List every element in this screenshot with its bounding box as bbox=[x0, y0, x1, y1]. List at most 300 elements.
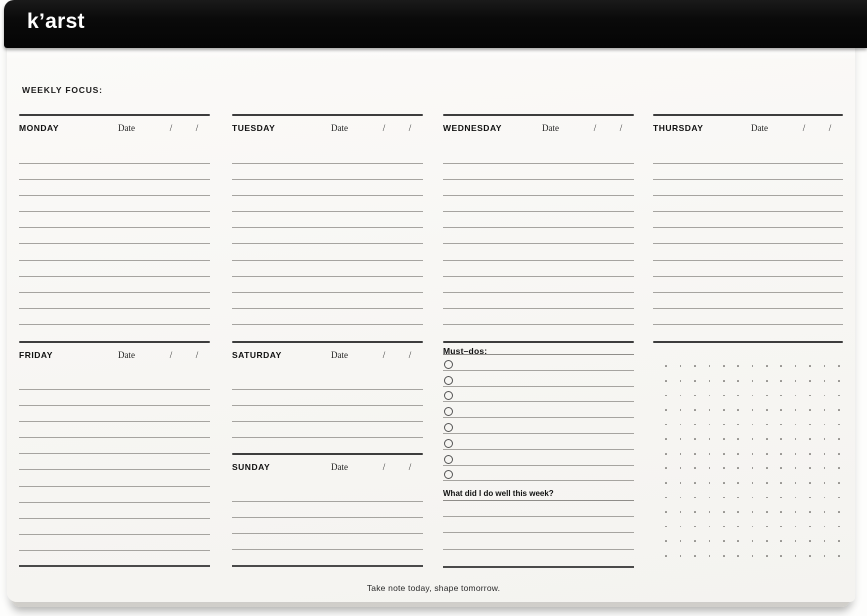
date-slash: / bbox=[382, 123, 386, 133]
ruled-line bbox=[19, 518, 210, 519]
ruled-line bbox=[232, 227, 423, 228]
grid-dot bbox=[665, 540, 667, 542]
brand-logo: k’arst bbox=[27, 10, 85, 33]
ruled-line bbox=[443, 243, 634, 244]
grid-dot bbox=[737, 555, 739, 557]
grid-dot bbox=[694, 555, 696, 557]
grid-dot bbox=[824, 365, 826, 367]
grid-dot bbox=[766, 511, 768, 513]
grid-dot bbox=[780, 395, 782, 397]
grid-dot bbox=[809, 540, 811, 542]
grid-dot bbox=[838, 526, 840, 528]
grid-dot bbox=[680, 540, 682, 542]
grid-dot bbox=[709, 526, 711, 528]
grid-dot bbox=[795, 380, 797, 382]
grid-dot bbox=[838, 380, 840, 382]
grid-dot bbox=[694, 409, 696, 411]
grid-dot bbox=[824, 540, 826, 542]
mustdo-row bbox=[443, 466, 634, 482]
grid-dot bbox=[838, 395, 840, 397]
grid-dot bbox=[752, 438, 754, 440]
ruled-line bbox=[232, 211, 423, 212]
ruled-line bbox=[443, 292, 634, 293]
section-bottom-rule bbox=[19, 565, 210, 567]
mustdo-row bbox=[443, 402, 634, 418]
checkbox-circle-icon bbox=[444, 423, 453, 432]
grid-dot bbox=[680, 482, 682, 484]
grid-dot bbox=[694, 540, 696, 542]
reflection-lines bbox=[443, 501, 634, 549]
sunday-section bbox=[232, 453, 423, 567]
grid-dot bbox=[824, 438, 826, 440]
ruled-line bbox=[19, 421, 210, 422]
ruled-line bbox=[19, 534, 210, 535]
mustdo-row bbox=[443, 371, 634, 387]
date-slash: / bbox=[382, 462, 386, 472]
ruled-line bbox=[653, 260, 843, 261]
grid-dot bbox=[824, 511, 826, 513]
grid-dot bbox=[694, 395, 696, 397]
grid-dot bbox=[709, 365, 711, 367]
grid-dot bbox=[780, 467, 782, 469]
grid-dot bbox=[665, 467, 667, 469]
mustdos-label: Must–dos: bbox=[443, 343, 634, 355]
section-bottom-rule bbox=[443, 566, 634, 568]
grid-dot bbox=[680, 365, 682, 367]
grid-dot bbox=[780, 438, 782, 440]
date-slash: / bbox=[382, 350, 386, 360]
date-slash: / bbox=[169, 123, 173, 133]
ruled-line bbox=[19, 502, 210, 503]
ruled-lines bbox=[232, 389, 423, 453]
ruled-line bbox=[19, 405, 210, 406]
ruled-line bbox=[653, 324, 843, 325]
ruled-line bbox=[443, 195, 634, 196]
grid-dot bbox=[709, 497, 711, 499]
ruled-line bbox=[19, 469, 210, 470]
weekly-focus-label: WEEKLY FOCUS: bbox=[22, 85, 103, 95]
grid-dot bbox=[723, 395, 725, 397]
grid-dot bbox=[809, 380, 811, 382]
ruled-line bbox=[232, 421, 423, 422]
grid-dot bbox=[809, 424, 811, 426]
grid-dot bbox=[766, 438, 768, 440]
grid-dot bbox=[838, 424, 840, 426]
grid-dot bbox=[780, 380, 782, 382]
grid-dot bbox=[752, 482, 754, 484]
grid-dot bbox=[723, 526, 725, 528]
footer-tagline: Take note today, shape tomorrow. bbox=[366, 583, 501, 593]
grid-dot bbox=[766, 453, 768, 455]
ruled-line bbox=[443, 260, 634, 261]
grid-dot bbox=[838, 540, 840, 542]
grid-dot bbox=[752, 409, 754, 411]
header-bar bbox=[4, 0, 867, 48]
ruled-line bbox=[232, 517, 423, 518]
ruled-line bbox=[232, 437, 423, 438]
grid-dot bbox=[809, 365, 811, 367]
grid-dot bbox=[680, 409, 682, 411]
ruled-line bbox=[19, 292, 210, 293]
grid-dot bbox=[665, 424, 667, 426]
monday-section bbox=[19, 114, 210, 341]
date-slash: / bbox=[408, 123, 412, 133]
grid-dot bbox=[766, 395, 768, 397]
grid-dot bbox=[752, 380, 754, 382]
grid-dot bbox=[795, 409, 797, 411]
grid-dot bbox=[737, 438, 739, 440]
day-label-tuesday: TUESDAY bbox=[232, 123, 276, 133]
day-label-sunday: SUNDAY bbox=[232, 462, 271, 472]
ruled-line bbox=[443, 276, 634, 277]
ruled-line bbox=[19, 486, 210, 487]
date-label: Date bbox=[331, 462, 348, 472]
grid-dot bbox=[809, 467, 811, 469]
grid-dot bbox=[824, 424, 826, 426]
grid-dot bbox=[766, 555, 768, 557]
grid-dot bbox=[780, 555, 782, 557]
grid-dot bbox=[680, 555, 682, 557]
grid-dot bbox=[780, 526, 782, 528]
grid-dot bbox=[723, 438, 725, 440]
grid-dot bbox=[709, 409, 711, 411]
grid-dot bbox=[752, 555, 754, 557]
ruled-line bbox=[232, 308, 423, 309]
dot-grid bbox=[659, 359, 846, 563]
mustdo-row bbox=[443, 434, 634, 450]
grid-dot bbox=[737, 497, 739, 499]
mustdo-row bbox=[443, 450, 634, 466]
ruled-line bbox=[443, 324, 634, 325]
date-label: Date bbox=[118, 350, 135, 360]
mustdo-row bbox=[443, 418, 634, 434]
grid-dot bbox=[665, 395, 667, 397]
date-slash: / bbox=[802, 123, 806, 133]
mustdos-list bbox=[443, 355, 634, 481]
ruled-line bbox=[443, 163, 634, 164]
ruled-line bbox=[232, 292, 423, 293]
ruled-line bbox=[19, 243, 210, 244]
ruled-line bbox=[19, 389, 210, 390]
date-slash: / bbox=[593, 123, 597, 133]
grid-dot bbox=[665, 555, 667, 557]
checkbox-circle-icon bbox=[444, 407, 453, 416]
tuesday-section bbox=[232, 114, 423, 341]
mustdo-row bbox=[443, 355, 634, 371]
ruled-line bbox=[19, 260, 210, 261]
grid-dot bbox=[766, 482, 768, 484]
grid-dot bbox=[709, 540, 711, 542]
checkbox-circle-icon bbox=[444, 455, 453, 464]
grid-dot bbox=[709, 424, 711, 426]
grid-dot bbox=[694, 380, 696, 382]
grid-dot bbox=[795, 365, 797, 367]
grid-dot bbox=[694, 526, 696, 528]
grid-dot bbox=[795, 395, 797, 397]
day-label-saturday: SATURDAY bbox=[232, 350, 282, 360]
grid-dot bbox=[795, 526, 797, 528]
grid-dot bbox=[665, 526, 667, 528]
grid-dot bbox=[723, 453, 725, 455]
grid-dot bbox=[709, 453, 711, 455]
grid-dot bbox=[737, 482, 739, 484]
grid-dot bbox=[723, 555, 725, 557]
ruled-lines bbox=[19, 389, 210, 566]
grid-dot bbox=[766, 526, 768, 528]
grid-dot bbox=[780, 497, 782, 499]
friday-section bbox=[19, 341, 210, 567]
date-slash: / bbox=[195, 123, 199, 133]
ruled-line bbox=[232, 549, 423, 550]
date-slash: / bbox=[169, 350, 173, 360]
ruled-line bbox=[19, 324, 210, 325]
grid-dot bbox=[665, 497, 667, 499]
grid-dot bbox=[737, 526, 739, 528]
ruled-line bbox=[232, 324, 423, 325]
grid-dot bbox=[809, 395, 811, 397]
grid-dot bbox=[737, 395, 739, 397]
grid-dot bbox=[795, 540, 797, 542]
grid-dot bbox=[766, 467, 768, 469]
ruled-line bbox=[443, 532, 634, 533]
checkbox-circle-icon bbox=[444, 376, 453, 385]
grid-dot bbox=[665, 365, 667, 367]
grid-dot bbox=[824, 555, 826, 557]
grid-dot bbox=[838, 453, 840, 455]
grid-dot bbox=[737, 380, 739, 382]
grid-dot bbox=[824, 453, 826, 455]
grid-dot bbox=[694, 365, 696, 367]
grid-dot bbox=[809, 409, 811, 411]
grid-dot bbox=[680, 395, 682, 397]
grid-dot bbox=[709, 555, 711, 557]
grid-dot bbox=[723, 497, 725, 499]
grid-dot bbox=[737, 365, 739, 367]
grid-dot bbox=[680, 380, 682, 382]
date-slash: / bbox=[619, 123, 623, 133]
grid-dot bbox=[709, 467, 711, 469]
grid-dot bbox=[795, 424, 797, 426]
ruled-lines bbox=[232, 163, 423, 340]
ruled-line bbox=[19, 453, 210, 454]
ruled-line bbox=[232, 533, 423, 534]
grid-dot bbox=[737, 540, 739, 542]
ruled-line bbox=[653, 179, 843, 180]
grid-dot bbox=[723, 511, 725, 513]
section-top-rule bbox=[653, 341, 843, 343]
grid-dot bbox=[838, 365, 840, 367]
grid-dot bbox=[795, 438, 797, 440]
grid-dot bbox=[824, 380, 826, 382]
ruled-lines bbox=[232, 501, 423, 565]
ruled-line bbox=[232, 179, 423, 180]
grid-dot bbox=[752, 467, 754, 469]
grid-dot bbox=[809, 555, 811, 557]
grid-dot bbox=[723, 409, 725, 411]
day-label-wednesday: WEDNESDAY bbox=[443, 123, 502, 133]
ruled-lines bbox=[653, 163, 843, 340]
grid-dot bbox=[723, 424, 725, 426]
grid-dot bbox=[694, 438, 696, 440]
date-label: Date bbox=[542, 123, 559, 133]
grid-dot bbox=[737, 511, 739, 513]
grid-dot bbox=[838, 482, 840, 484]
wednesday-section bbox=[443, 114, 634, 341]
checkbox-circle-icon bbox=[444, 470, 453, 479]
checkbox-circle-icon bbox=[444, 360, 453, 369]
ruled-line bbox=[232, 260, 423, 261]
day-label-monday: MONDAY bbox=[19, 123, 59, 133]
grid-dot bbox=[780, 365, 782, 367]
grid-dot bbox=[709, 380, 711, 382]
ruled-lines bbox=[443, 163, 634, 340]
grid-dot bbox=[780, 424, 782, 426]
grid-dot bbox=[665, 380, 667, 382]
grid-dot bbox=[680, 526, 682, 528]
ruled-line bbox=[19, 308, 210, 309]
grid-dot bbox=[780, 453, 782, 455]
ruled-line bbox=[232, 195, 423, 196]
grid-dot bbox=[694, 497, 696, 499]
grid-dot bbox=[766, 497, 768, 499]
ruled-lines bbox=[19, 163, 210, 340]
saturday-section bbox=[232, 341, 423, 453]
grid-dot bbox=[809, 511, 811, 513]
grid-dot bbox=[723, 540, 725, 542]
grid-dot bbox=[795, 482, 797, 484]
mustdo-row bbox=[443, 387, 634, 403]
grid-dot bbox=[737, 424, 739, 426]
ruled-line bbox=[653, 276, 843, 277]
grid-dot bbox=[795, 453, 797, 455]
grid-dot bbox=[752, 526, 754, 528]
ruled-line bbox=[232, 389, 423, 390]
ruled-line bbox=[653, 227, 843, 228]
ruled-line bbox=[653, 163, 843, 164]
grid-dot bbox=[752, 497, 754, 499]
grid-dot bbox=[665, 511, 667, 513]
grid-dot bbox=[809, 482, 811, 484]
grid-dot bbox=[824, 395, 826, 397]
grid-dot bbox=[723, 365, 725, 367]
date-label: Date bbox=[331, 350, 348, 360]
grid-dot bbox=[809, 497, 811, 499]
grid-dot bbox=[809, 453, 811, 455]
grid-dot bbox=[838, 467, 840, 469]
grid-dot bbox=[680, 511, 682, 513]
checkbox-circle-icon bbox=[444, 439, 453, 448]
grid-dot bbox=[780, 540, 782, 542]
grid-dot bbox=[709, 395, 711, 397]
ruled-line bbox=[19, 227, 210, 228]
ruled-line bbox=[653, 292, 843, 293]
grid-dot bbox=[752, 395, 754, 397]
grid-dot bbox=[824, 482, 826, 484]
grid-dot bbox=[709, 438, 711, 440]
grid-dot bbox=[723, 482, 725, 484]
grid-dot bbox=[665, 482, 667, 484]
grid-dot bbox=[737, 453, 739, 455]
thursday-section bbox=[653, 114, 843, 341]
grid-dot bbox=[694, 482, 696, 484]
grid-dot bbox=[838, 555, 840, 557]
grid-dot bbox=[665, 409, 667, 411]
ruled-line bbox=[232, 243, 423, 244]
grid-dot bbox=[665, 453, 667, 455]
checkbox-circle-icon bbox=[444, 391, 453, 400]
grid-dot bbox=[824, 497, 826, 499]
grid-dot bbox=[694, 453, 696, 455]
ruled-line bbox=[443, 549, 634, 550]
grid-dot bbox=[752, 365, 754, 367]
mustdos-section bbox=[443, 341, 634, 567]
ruled-line bbox=[443, 516, 634, 517]
grid-dot bbox=[838, 438, 840, 440]
ruled-line bbox=[653, 195, 843, 196]
grid-dot bbox=[737, 409, 739, 411]
ruled-line bbox=[232, 276, 423, 277]
ruled-line bbox=[19, 550, 210, 551]
grid-dot bbox=[838, 409, 840, 411]
ruled-line bbox=[19, 163, 210, 164]
ruled-line bbox=[653, 211, 843, 212]
grid-dot bbox=[680, 424, 682, 426]
grid-dot bbox=[752, 511, 754, 513]
grid-dot bbox=[680, 453, 682, 455]
grid-dot bbox=[780, 511, 782, 513]
grid-dot bbox=[824, 526, 826, 528]
grid-dot bbox=[809, 526, 811, 528]
grid-dot bbox=[680, 497, 682, 499]
grid-dot bbox=[752, 453, 754, 455]
grid-dot bbox=[795, 467, 797, 469]
grid-dot bbox=[694, 511, 696, 513]
grid-dot bbox=[824, 467, 826, 469]
date-slash: / bbox=[195, 350, 199, 360]
ruled-line bbox=[443, 179, 634, 180]
grid-dot bbox=[795, 497, 797, 499]
ruled-line bbox=[19, 211, 210, 212]
grid-dot bbox=[766, 365, 768, 367]
ruled-line bbox=[232, 501, 423, 502]
ruled-line bbox=[443, 211, 634, 212]
grid-dot bbox=[737, 467, 739, 469]
grid-dot bbox=[694, 424, 696, 426]
date-slash: / bbox=[408, 462, 412, 472]
grid-dot bbox=[766, 409, 768, 411]
grid-dot bbox=[665, 438, 667, 440]
grid-dot bbox=[709, 511, 711, 513]
grid-dot bbox=[838, 511, 840, 513]
grid-dot bbox=[752, 540, 754, 542]
ruled-line bbox=[653, 243, 843, 244]
grid-dot bbox=[766, 380, 768, 382]
grid-dot bbox=[795, 555, 797, 557]
ruled-line bbox=[232, 163, 423, 164]
date-slash: / bbox=[828, 123, 832, 133]
grid-dot bbox=[723, 380, 725, 382]
grid-dot bbox=[780, 482, 782, 484]
date-label: Date bbox=[751, 123, 768, 133]
day-label-friday: FRIDAY bbox=[19, 350, 53, 360]
grid-dot bbox=[780, 409, 782, 411]
grid-dot bbox=[709, 482, 711, 484]
ruled-line bbox=[19, 179, 210, 180]
grid-dot bbox=[694, 467, 696, 469]
grid-dot bbox=[766, 424, 768, 426]
grid-dot bbox=[824, 409, 826, 411]
ruled-line bbox=[232, 405, 423, 406]
